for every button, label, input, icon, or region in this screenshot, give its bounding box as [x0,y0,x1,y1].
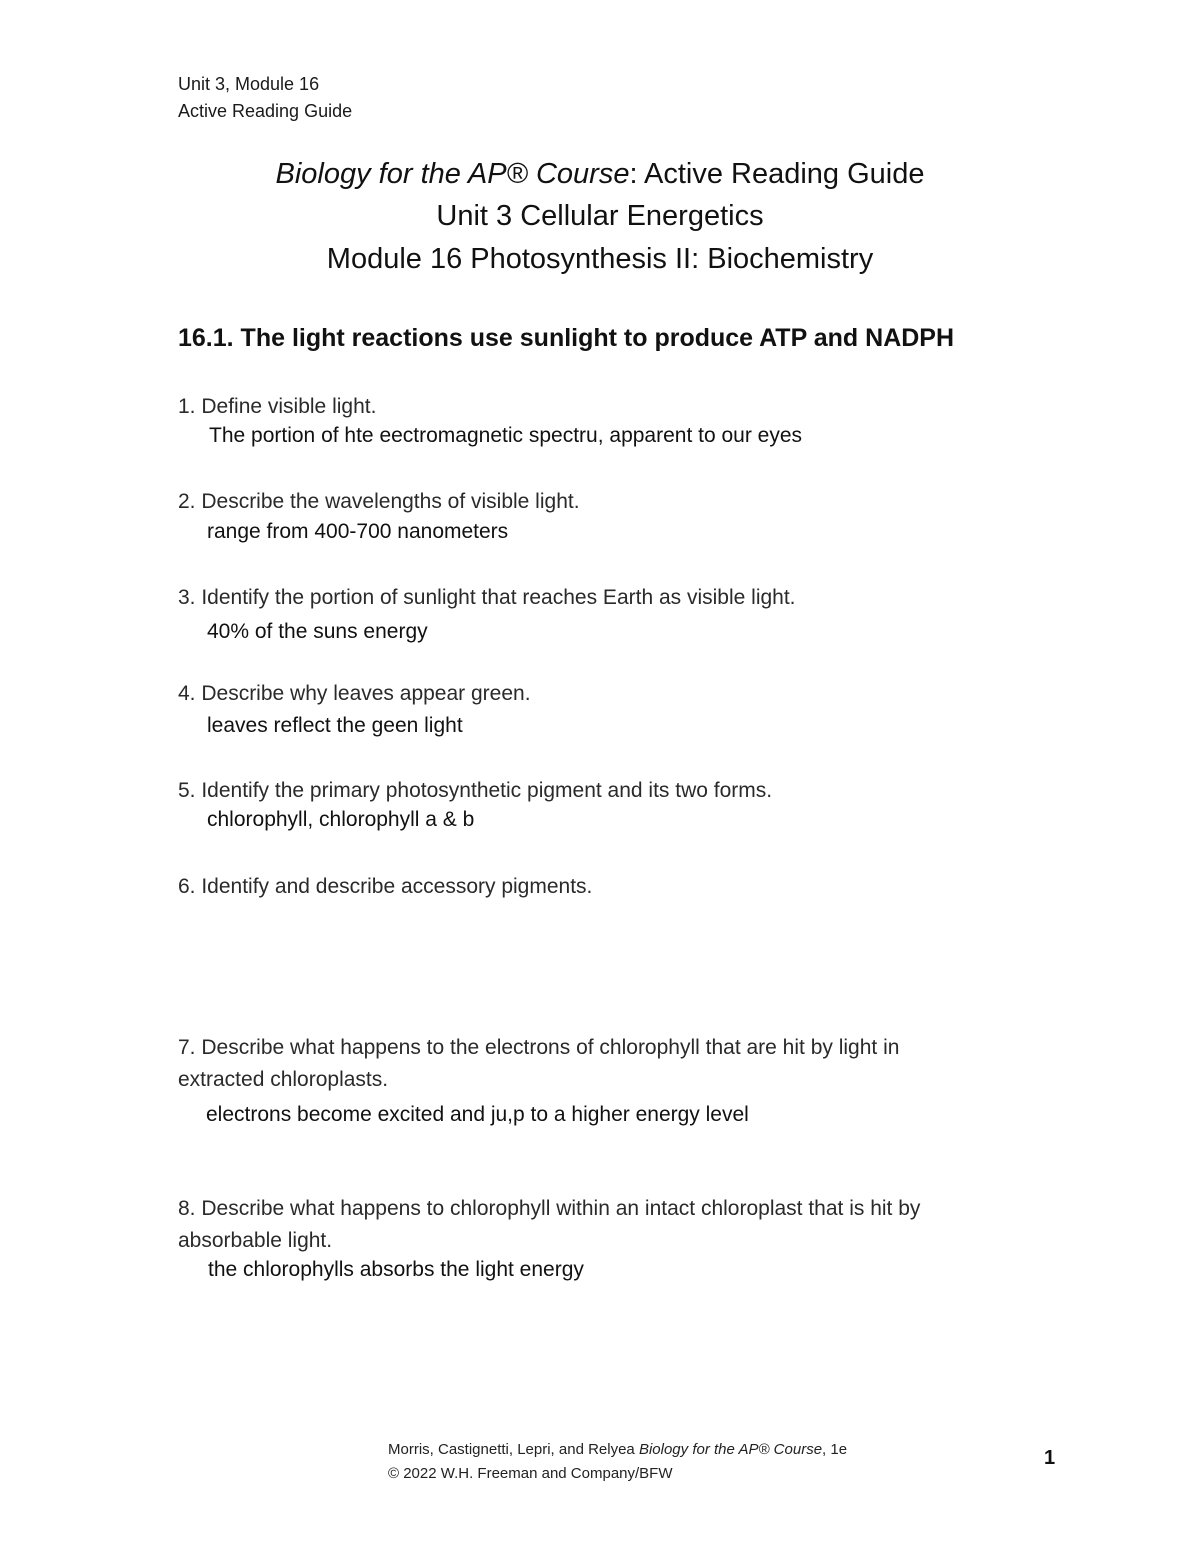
footer-edition: , 1e [822,1441,848,1458]
header-unit-module: Unit 3, Module 16 [178,74,320,94]
question-4: 4. Describe why leaves appear green. [178,682,531,705]
book-title: Biology for the AP® Course [275,158,630,190]
question-1: 1. Define visible light. [178,395,377,418]
question-8-line-1: 8. Describe what happens to chlorophyll within an intact chloroplast that is hit by [178,1197,921,1220]
question-7-line-1: 7. Describe what happens to the electrons of chlorophyll that are hit by light in [178,1036,900,1059]
footer-book-title: Biology for the AP® Course [638,1441,823,1458]
answer-1: The portion of hte eectromagnetic spectru, apparent to our eyes [209,424,803,447]
question-7-line-2: extracted chloroplasts. [178,1068,389,1091]
unit-title: Unit 3 Cellular Energetics [436,200,764,232]
footer-copyright: © 2022 W.H. Freeman and Company/BFW [388,1465,673,1482]
document-title [0,158,1200,191]
answer-2: range from 400-700 nanometers [207,520,509,543]
answer-5: chlorophyll, chlorophyll a & b [207,808,475,831]
header-guide-type: Active Reading Guide [178,101,353,121]
section-heading: 16.1. The light reactions use sunlight to produce ATP and NADPH [178,324,955,352]
answer-8: the chlorophylls absorbs the light energy [208,1258,584,1281]
module-title: Module 16 Photosynthesis II: Biochemistry [326,243,874,275]
question-8-line-2: absorbable light. [178,1229,333,1252]
question-2: 2. Describe the wavelengths of visible light. [178,490,580,513]
footer-citation [388,1441,847,1458]
question-5: 5. Identify the primary photosynthetic pigment and its two forms. [178,779,773,802]
answer-3: 40% of the suns energy [207,620,428,643]
page-number: 1 [1044,1447,1056,1469]
title-suffix: : Active Reading Guide [629,158,925,190]
footer-authors: Morris, Castignetti, Lepri, and Relyea [388,1441,639,1458]
question-6: 6. Identify and describe accessory pigments. [178,875,593,898]
answer-4: leaves reflect the geen light [207,714,463,737]
question-3: 3. Identify the portion of sunlight that reaches Earth as visible light. [178,586,796,609]
answer-7: electrons become excited and ju,p to a higher energy level [206,1103,749,1126]
